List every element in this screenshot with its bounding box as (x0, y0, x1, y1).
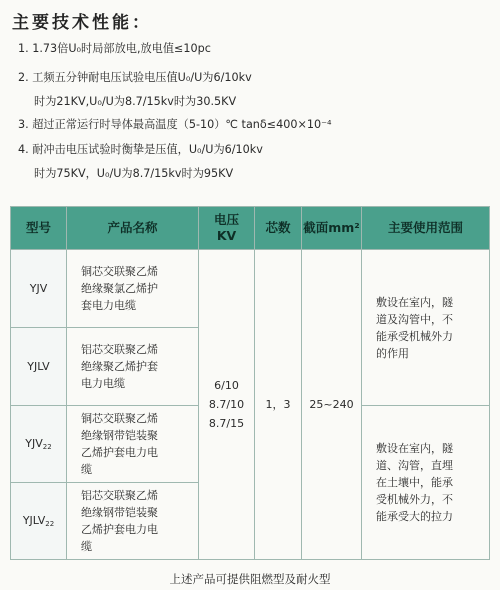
product-name-cell (67, 328, 199, 406)
product-name-line: 缆 (81, 540, 92, 553)
product-name-line: 缆 (81, 463, 92, 476)
page-title: 主要技术性能： (12, 13, 152, 33)
product-table (10, 206, 490, 560)
voltage-value: 8.7/10 (208, 398, 245, 411)
product-name-line: 铜芯交联聚乙烯 (81, 265, 158, 278)
model-cell (11, 250, 67, 328)
product-name-cell (67, 250, 199, 328)
model-cell (11, 406, 67, 483)
product-name-line: 绝缘聚乙烯护套 (81, 360, 158, 373)
product-name-line: 绝缘钢带铠装聚 (81, 506, 158, 519)
section-cell: 25~240 (302, 250, 362, 560)
spec-line-2: 2. 工频五分钟耐电压试验电压值U₀/U为6/10kv (18, 71, 252, 84)
voltage-cell (199, 250, 255, 560)
table-header-row (11, 207, 490, 250)
product-name-line: 绝缘聚氯乙烯护 (81, 282, 158, 295)
product-name-line: 乙烯护套电力电 (81, 446, 158, 459)
model-sub: 22 (45, 520, 55, 528)
voltage-value: 8.7/15 (208, 417, 245, 430)
header-voltage-label: 电压 (213, 212, 239, 227)
header-model: 型号 (11, 207, 67, 250)
product-name-line: 乙烯护套电力电 (81, 523, 158, 536)
product-name-line: 铜芯交联聚乙烯 (81, 412, 158, 425)
header-section: 截面mm² (302, 207, 362, 250)
usage-line: 在土壤中，能承 (376, 476, 453, 489)
cores-cell: 1，3 (255, 250, 302, 560)
usage-line: 道、沟管，直埋 (376, 459, 453, 472)
usage-line: 能承受大的拉力 (376, 510, 453, 523)
model-cell (11, 483, 67, 560)
table-row (11, 250, 490, 328)
usage-line: 能承受机械外力 (376, 329, 453, 343)
model-code: YJLV (22, 514, 46, 527)
product-name-line: 铝芯交联聚乙烯 (81, 343, 158, 356)
usage-line: 道及沟管中，不 (376, 312, 453, 326)
spec-line-4: 4. 耐冲击电压试验时衡挚是压值，U₀/U为6/10kv (18, 143, 263, 156)
footer-note: 上述产品可提供阻燃型及耐火型 (169, 572, 331, 586)
usage-line: 受机械外力，不 (376, 493, 453, 506)
product-name-cell (67, 483, 199, 560)
header-name: 产品名称 (67, 207, 199, 250)
header-usage: 主要使用范围 (362, 207, 490, 250)
usage-line: 敷设在室内，隧 (376, 442, 453, 455)
header-voltage (199, 207, 255, 250)
header-voltage-unit: KV (216, 228, 237, 243)
product-name-cell (67, 406, 199, 483)
spec-line-1: 1. 1.73倍U₀时局部放电,放电值≤10pc (18, 42, 211, 55)
spec-line-4-cont: 时为75KV，U₀/U为8.7/15kv时为95KV (34, 167, 234, 180)
product-name-line: 电力电缆 (81, 377, 125, 390)
product-name-line: 套电力电缆 (81, 299, 136, 312)
model-code: YJV (25, 437, 43, 450)
spec-line-2-cont: 时为21KV,U₀/U为8.7/15kv时为30.5KV (34, 95, 237, 108)
usage-cell (362, 250, 490, 406)
model-sub: 22 (42, 443, 52, 451)
spec-line-3: 3. 超过正常运行时导体最高温度（5-10）℃ tanδ≤400×10⁻⁴ (18, 118, 332, 131)
model-code: YJLV (27, 359, 50, 373)
product-name-line: 绝缘钢带铠装聚 (81, 429, 158, 442)
voltage-value: 6/10 (214, 379, 239, 392)
model-code: YJV (29, 281, 48, 295)
usage-line: 的作用 (376, 346, 409, 360)
model-cell (11, 328, 67, 406)
usage-line: 敷设在室内，隧 (376, 295, 453, 309)
usage-cell (362, 406, 490, 560)
product-name-line: 铝芯交联聚乙烯 (81, 489, 158, 502)
header-cores: 芯数 (255, 207, 302, 250)
